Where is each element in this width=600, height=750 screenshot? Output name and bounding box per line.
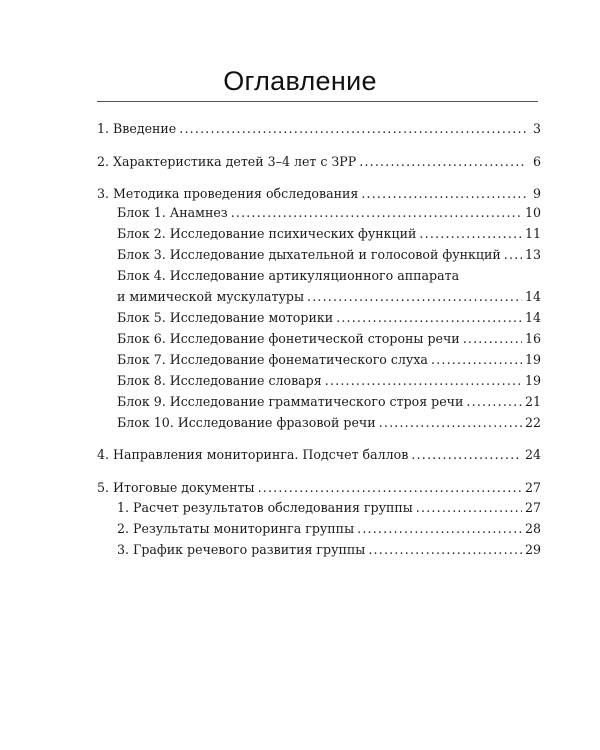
toc-entry-page: 14 <box>524 289 541 304</box>
page-title: Оглавление <box>223 66 377 96</box>
toc-subentry[interactable] <box>117 224 541 244</box>
toc-entry-title: 4. Направления мониторинга. Подсчет баллов <box>97 447 409 462</box>
toc-entry[interactable] <box>97 152 541 172</box>
toc-subentry-line1[interactable] <box>117 266 541 286</box>
toc-entry-title: и мимической мускулатуры <box>117 289 304 304</box>
toc-subentry[interactable] <box>117 350 541 370</box>
toc-leader <box>504 245 522 265</box>
toc-subentry[interactable] <box>117 392 541 412</box>
toc-entry-page: 13 <box>524 247 541 262</box>
toc-entry-page: 27 <box>524 480 541 495</box>
toc-leader <box>258 478 522 498</box>
toc-entry-page: 27 <box>524 500 541 515</box>
toc-entry[interactable] <box>97 445 541 465</box>
toc-entry-title: Блок 1. Анамнез <box>117 205 228 220</box>
toc-subentry[interactable] <box>117 203 541 223</box>
toc-leader <box>307 287 522 307</box>
toc-leader <box>431 350 522 370</box>
toc-leader <box>463 329 522 349</box>
toc-entry-title: Блок 7. Исследование фонематического слуха <box>117 352 428 367</box>
toc-entry-title: 1. Введение <box>97 121 177 136</box>
toc-entry-page: 10 <box>524 205 541 220</box>
title-rule <box>97 101 538 102</box>
toc-entry-page: 24 <box>524 447 541 462</box>
toc-entry-title: 2. Характеристика детей 3–4 лет с ЗРР <box>97 154 357 169</box>
toc-entry-title: 1. Расчет результатов обследования группы <box>117 500 413 515</box>
toc-entry-page: 6 <box>532 154 541 169</box>
toc-entry-title: 5. Итоговые документы <box>97 480 255 495</box>
toc-entry-page: 28 <box>524 521 541 536</box>
toc-entry-page: 19 <box>524 352 541 367</box>
toc-subentry[interactable] <box>117 371 541 391</box>
toc-entry-page: 21 <box>524 394 541 409</box>
toc-leader <box>357 519 522 539</box>
toc-entry[interactable] <box>97 184 541 204</box>
toc-entry-page: 29 <box>524 542 541 557</box>
toc-entry-title: Блок 6. Исследование фонетической стороны речи <box>117 331 460 346</box>
toc-leader <box>419 224 522 244</box>
toc-subentry[interactable] <box>117 413 541 433</box>
toc-leader <box>231 203 522 223</box>
toc-subentry[interactable] <box>117 498 541 518</box>
toc-entry-page: 22 <box>524 415 541 430</box>
toc-leader <box>325 371 522 391</box>
toc-leader <box>466 392 522 412</box>
toc-leader <box>361 184 526 204</box>
toc-entry-title: Блок 3. Исследование дыхательной и голосовой функций <box>117 247 501 262</box>
toc-subentry[interactable] <box>117 519 541 539</box>
toc-entry-title: Блок 5. Исследование моторики <box>117 310 334 325</box>
toc-subentry[interactable] <box>117 245 541 265</box>
toc-entry-page: 9 <box>532 186 541 201</box>
toc-subentry-line2[interactable] <box>117 287 541 307</box>
toc-subentry[interactable] <box>117 329 541 349</box>
toc-entry-title: 3. Методика проведения обследования <box>97 186 359 201</box>
toc-entry-title: Блок 2. Исследование психических функций <box>117 226 417 241</box>
toc-leader <box>411 445 522 465</box>
toc-entry-title: Блок 10. Исследование фразовой речи <box>117 415 376 430</box>
toc-entry-page: 14 <box>524 310 541 325</box>
toc-leader <box>416 498 522 518</box>
toc-entry-page: 11 <box>524 226 541 241</box>
toc-entry-title: Блок 4. Исследование артикуляционного аппарата <box>117 268 460 283</box>
toc-leader <box>336 308 522 328</box>
toc-subentry[interactable] <box>117 540 541 560</box>
toc-leader <box>179 119 526 139</box>
toc-leader <box>379 413 522 433</box>
toc-entry-page: 3 <box>532 121 541 136</box>
toc-leader <box>368 540 522 560</box>
toc-entry[interactable] <box>97 119 541 139</box>
toc-entry[interactable] <box>97 478 541 498</box>
toc-entry-page: 16 <box>524 331 541 346</box>
toc-leader <box>359 152 526 172</box>
toc-entry-title: 3. График речевого развития группы <box>117 542 366 557</box>
toc-subentry[interactable] <box>117 308 541 328</box>
toc-entry-title: 2. Результаты мониторинга группы <box>117 521 355 536</box>
toc-entry-page: 19 <box>524 373 541 388</box>
toc-entry-title: Блок 9. Исследование грамматического строя речи <box>117 394 464 409</box>
toc-entry-title: Блок 8. Исследование словаря <box>117 373 322 388</box>
